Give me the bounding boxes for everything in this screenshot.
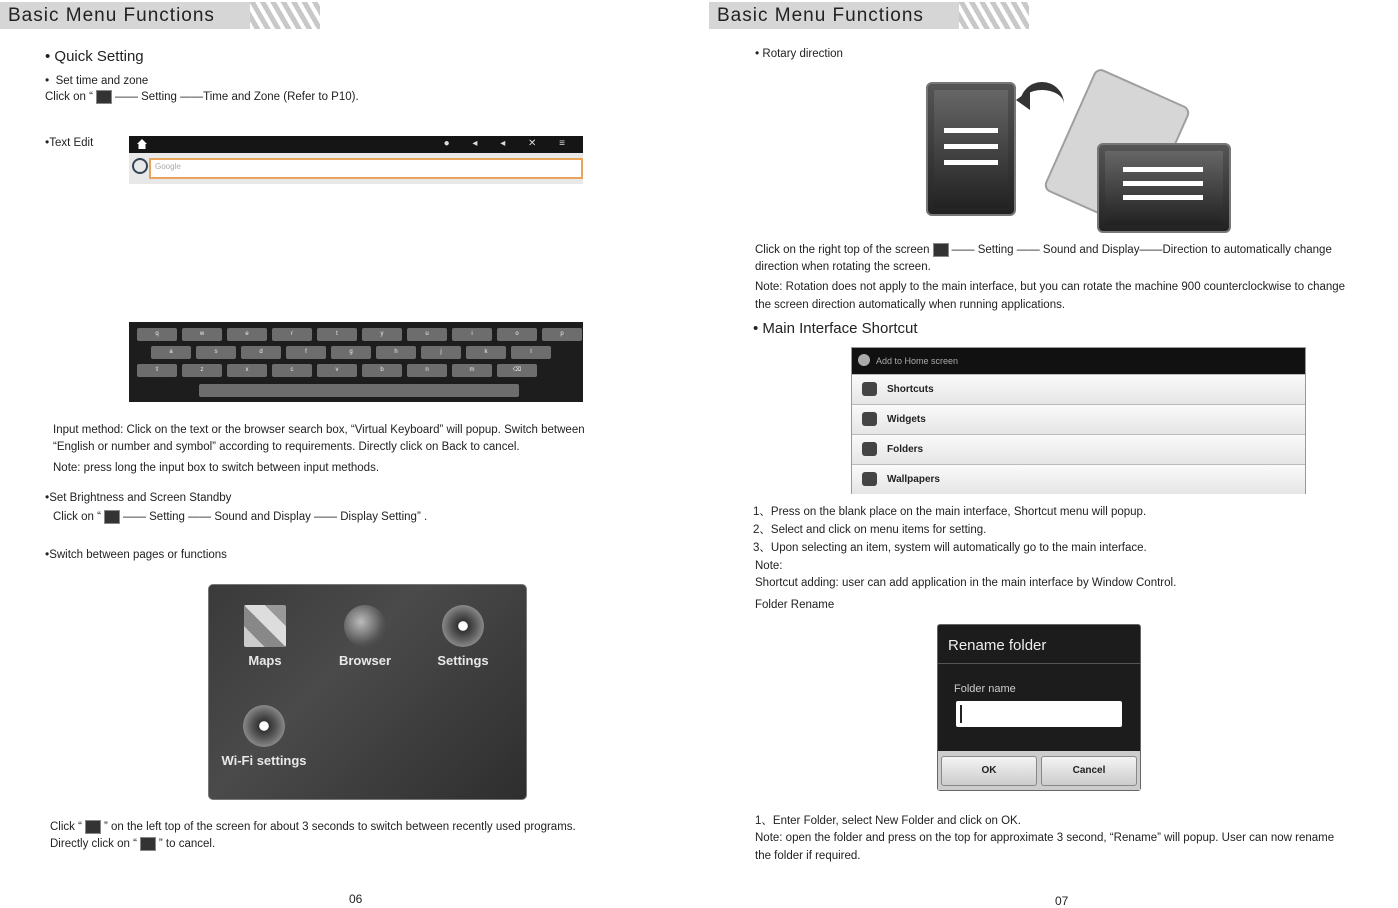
- search-icon: [132, 158, 148, 174]
- screen-line: [944, 128, 998, 133]
- home-icon: [137, 139, 147, 149]
- virtual-keyboard: [129, 322, 583, 402]
- screen-line: [1123, 195, 1203, 200]
- shortcut-step-1: 1、Press on the blank place on the main interface, Shortcut menu will popup.: [753, 506, 1147, 518]
- keyboard-key[interactable]: ⇧: [137, 364, 177, 377]
- keyboard-key[interactable]: q: [137, 328, 177, 341]
- keyboard-key[interactable]: l: [511, 346, 551, 359]
- globe-icon: [344, 605, 386, 647]
- shortcut-step-2: 2、Select and click on menu items for setting.: [753, 524, 987, 536]
- menu-item-wallpapers[interactable]: Wallpapers: [852, 464, 1305, 494]
- keyboard-key[interactable]: z: [182, 364, 222, 377]
- settings-gear-icon: [442, 605, 484, 647]
- menu-item-shortcuts[interactable]: Shortcuts: [852, 374, 1305, 404]
- keyboard-key[interactable]: r: [272, 328, 312, 341]
- status-bar: [129, 136, 583, 153]
- rename-folder-dialog: [937, 624, 1141, 791]
- home-icon: [933, 243, 949, 257]
- device-screen: [934, 90, 1008, 208]
- header-stripes: [250, 2, 320, 29]
- keyboard-key[interactable]: c: [272, 364, 312, 377]
- maps-icon: [244, 605, 286, 647]
- folder-name-input[interactable]: [956, 701, 1122, 727]
- dialog-title: Rename folder: [948, 637, 1047, 654]
- rotary-path-cont: direction when rotating the screen.: [755, 261, 931, 273]
- keyboard-key[interactable]: s: [196, 346, 236, 359]
- settings-icon: [96, 90, 112, 104]
- text-cursor: [960, 705, 962, 723]
- keyboard-key[interactable]: g: [331, 346, 371, 359]
- set-time-path: Click on “ —— Setting ——Time and Zone (Refer to P10).: [45, 91, 359, 104]
- app-settings: Settings: [431, 605, 495, 668]
- right-header: [709, 2, 979, 29]
- page-number-right: 07: [1055, 894, 1069, 908]
- header-stripes: [959, 2, 1029, 29]
- settings-icon: [104, 510, 120, 524]
- keyboard-key[interactable]: d: [241, 346, 281, 359]
- widgets-icon: [862, 412, 877, 426]
- input-method-note: Note: press long the input box to switch between input methods.: [53, 462, 380, 474]
- keyboard-key[interactable]: y: [362, 328, 402, 341]
- back-icon: [140, 837, 156, 851]
- left-header: [0, 2, 270, 29]
- keyboard-key[interactable]: f: [286, 346, 326, 359]
- wallpaper-icon: [862, 472, 877, 486]
- keyboard-key[interactable]: j: [421, 346, 461, 359]
- keyboard-key[interactable]: v: [317, 364, 357, 377]
- click-home-text: Click “ ” on the left top of the screen for about 3 seconds to switch between recently used programs.: [50, 821, 576, 834]
- keyboard-key[interactable]: t: [317, 328, 357, 341]
- input-method-line1: Input method: Click on the text or the browser search box, “Virtual Keyboard” will popup. Switch between: [53, 424, 585, 436]
- keyboard-key[interactable]: b: [362, 364, 402, 377]
- screen-line: [944, 144, 998, 149]
- keyboard-key[interactable]: k: [466, 346, 506, 359]
- portrait-device: [926, 82, 1016, 216]
- app-browser: Browser: [333, 605, 397, 668]
- set-time-heading: • Set time and zone: [45, 73, 149, 87]
- keyboard-key[interactable]: o: [497, 328, 537, 341]
- keyboard-key[interactable]: m: [452, 364, 492, 377]
- keyboard-key[interactable]: p: [542, 328, 582, 341]
- keyboard-key[interactable]: x: [227, 364, 267, 377]
- right-header-title: Basic Menu Functions: [717, 5, 924, 26]
- wifi-gear-icon: [243, 705, 285, 747]
- add-icon: [858, 354, 870, 366]
- page-number-left: 06: [349, 892, 363, 906]
- rotate-arrow-icon: [1020, 82, 1064, 118]
- brightness-path: Click on “ —— Setting —— Sound and Display —— Display Setting” .: [53, 511, 428, 524]
- shortcut-note: Shortcut adding: user can add application in the main interface by Window Control.: [755, 577, 1177, 589]
- directly-cancel-text: Directly click on “ ” to cancel.: [50, 838, 216, 851]
- folder-name-label: Folder name: [954, 683, 1016, 695]
- keyboard-key[interactable]: h: [376, 346, 416, 359]
- folder-note-1: Note: open the folder and press on the top for approximate 3 second, “Rename” will popup. User can now rename: [755, 832, 1335, 844]
- shortcut-menu-screenshot: [851, 347, 1306, 494]
- note-label: Note:: [755, 560, 783, 572]
- folder-step: 1、Enter Folder, select New Folder and click on OK.: [755, 815, 1021, 827]
- keyboard-key[interactable]: ⌫: [497, 364, 537, 377]
- screen-line: [1123, 181, 1203, 186]
- shortcut-step-3: 3、Upon selecting an item, system will automatically go to the main interface.: [753, 542, 1147, 554]
- rotary-heading: • Rotary direction: [755, 46, 843, 60]
- rotary-path: Click on the right top of the screen —— Setting —— Sound and Display——Direction to automatically change: [755, 244, 1332, 257]
- keyboard-key[interactable]: a: [151, 346, 191, 359]
- app-wifi-settings: Wi-Fi settings: [219, 705, 309, 768]
- quick-setting-heading: • Quick Setting: [45, 48, 144, 65]
- menu-item-widgets[interactable]: Widgets: [852, 404, 1305, 434]
- keyboard-key[interactable]: n: [407, 364, 447, 377]
- status-icons: ● ◂ ◂ ✕ ≡: [443, 138, 575, 149]
- keyboard-key[interactable]: u: [407, 328, 447, 341]
- folder-rename-heading: Folder Rename: [755, 599, 835, 611]
- ok-button[interactable]: OK: [941, 756, 1037, 786]
- keyboard-key[interactable]: i: [452, 328, 492, 341]
- switch-pages-heading: •Switch between pages or functions: [45, 547, 227, 561]
- keyboard-key[interactable]: w: [182, 328, 222, 341]
- rotation-note-2: the screen direction automatically when running applications.: [755, 299, 1066, 311]
- brightness-heading: •Set Brightness and Screen Standby: [45, 490, 232, 504]
- landscape-device: [1097, 143, 1231, 233]
- folder-note-2: the folder if required.: [755, 850, 861, 862]
- space-bar[interactable]: [199, 384, 519, 397]
- rotation-note-1: Note: Rotation does not apply to the main interface, but you can rotate the machine 900 counterclockwise to change: [755, 281, 1346, 293]
- shortcut-arrow-icon: [862, 382, 877, 396]
- dialog-divider: [938, 663, 1140, 664]
- search-bar-screenshot: [129, 136, 583, 184]
- screen-line: [944, 160, 998, 165]
- search-input[interactable]: Google: [149, 158, 583, 179]
- cancel-button[interactable]: Cancel: [1041, 756, 1137, 786]
- app-maps: Maps: [235, 605, 295, 668]
- home-icon: [85, 820, 101, 834]
- screen-line: [1123, 167, 1203, 172]
- text-edit-heading: •Text Edit: [45, 135, 94, 149]
- keyboard-key[interactable]: e: [227, 328, 267, 341]
- menu-title: Add to Home screen: [852, 348, 1305, 374]
- left-header-title: Basic Menu Functions: [8, 5, 215, 26]
- folder-icon: [862, 442, 877, 456]
- shortcut-heading: • Main Interface Shortcut: [753, 320, 918, 337]
- menu-item-folders[interactable]: Folders: [852, 434, 1305, 464]
- input-method-line2: “English or number and symbol” according to requirements. Directly click on Back to cancel.: [53, 441, 520, 453]
- device-screen: [1105, 151, 1223, 225]
- dialog-footer: [938, 751, 1140, 790]
- app-panel-screenshot: [208, 584, 527, 800]
